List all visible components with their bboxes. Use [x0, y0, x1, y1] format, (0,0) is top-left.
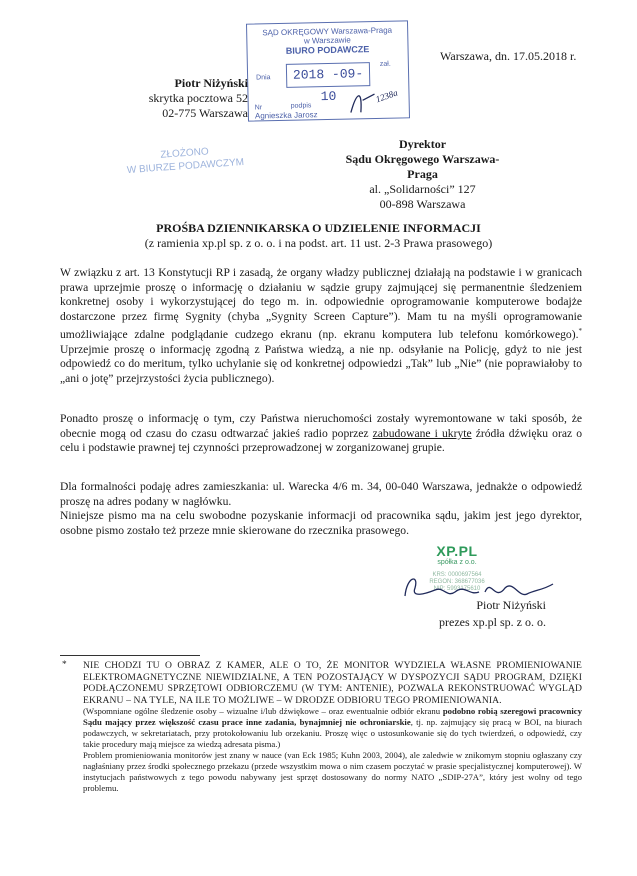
stamp-clerk: Agnieszka Jarosz [254, 110, 318, 121]
signer-name: Piotr Niżyński [476, 598, 546, 612]
body-footnote-mark: * [578, 327, 582, 336]
footnote-p2-text-b: , tj. np. zajmujący się pracą w BOI, na biurach podawczych, w sekretariatach, przy protokołowaniu lub orzekaniu. Proszę więc o ustosunkowanie się do tych twierdzeń, o odpowiedź, czy takie procedury mają miejsce za wiedzą adresata pisma.) [83, 717, 582, 750]
signer-role: prezes xp.pl sp. z o. o. [439, 615, 546, 629]
company-stamp-regon: REGON: 368677036 [429, 579, 485, 585]
sender-block [118, 76, 248, 121]
body-p3-text: Dla formalności podaję adres zamieszkania: ul. Warecka 4/6 m. 34, 00-040 Warszawa, jednakże o odpowiedź proszę na adres podany w nagłówku. [60, 480, 582, 508]
stamp-line-3: BIURO PODAWCZE [285, 44, 370, 56]
letter-date: Warszawa, dn. 17.05.2018 r. [440, 49, 577, 63]
company-stamp-name: XP.PL [436, 543, 478, 559]
stamp-line-2: w Warszawie [303, 35, 351, 46]
received-stamp [124, 143, 246, 177]
stamp-zal-label: zał. [379, 60, 391, 68]
stamp-handwritten-number: 1238a [374, 87, 399, 105]
footnote-separator [60, 655, 200, 656]
recipient-street: al. „Solidarności” 127 [369, 182, 476, 196]
court-registry-stamp [246, 20, 410, 121]
sender-address-line-1: skrytka pocztowa 52 [148, 91, 248, 105]
signer-block [380, 597, 546, 631]
body-paragraph-4 [60, 509, 582, 538]
recipient-institution: Sądu Okręgowego Warszawa-Praga [345, 152, 500, 181]
recipient-block [340, 137, 505, 212]
company-stamp-nip: NIP: 5993175610 [433, 586, 481, 592]
sender-address-line-2: 02-775 Warszawa [162, 106, 248, 120]
recipient-title: Dyrektor [398, 137, 447, 151]
body-p1b-text: Uprzejmie proszę o informację zgodną z Państwa wiedzą, a nie np. odsyłanie na Policję, gdyż to nie jest odpowiedź co do meritum, tylko uchylanie się od konkretnej odpowiedzi „Tak” lub „Nie” (nie poprawiałoby to „ani o jotę” przejrzystości życia publicznego). [60, 342, 582, 386]
body-paragraph-2 [60, 412, 582, 456]
received-stamp-line-2: W BIURZE PODAWCZYM [126, 156, 245, 177]
received-stamp-line-1: ZŁOŻONO [160, 146, 210, 161]
body-p4-text: Niniejsze pismo ma na celu swobodne pozyskanie informacji od pracownika sądu, jakim jest jego dyrektor, osobne pismo zostało też przeze mnie skierowane do rzecznika prasowego. [60, 509, 582, 537]
letter-title-sub: (z ramienia xp.pl sp. z o. o. i na podst. art. 11 ust. 2-3 Prawa prasowego) [144, 236, 493, 250]
footnote-p2-text-a: (Wspomniane ogólne śledzenie osoby – wizualne i/lub dźwiękowe – oraz ewentualnie odbiór ekranu [83, 706, 443, 717]
stamp-line-1: SĄD OKRĘGOWY Warszawa-Praga [262, 25, 393, 38]
stamp-date-label: Dnia [256, 74, 271, 82]
body-p2-text-b: źródła dźwięku oraz o celu i podstawie prawnej tej czynności przeprowadzonej w zorganizowanej grupie. [60, 426, 582, 455]
stamp-podpis-label: podpis [290, 102, 312, 110]
stamp-nr-label: Nr [254, 104, 263, 112]
company-stamp-krs: KRS: 0000697564 [432, 572, 482, 578]
body-p2-text-a: Ponadto proszę o informację o tym, czy Państwa nieruchomości zostały wyremontowane w taki sposób, że obecnie mogą od czasu do czasu odtwarzać jakieś radio poprzez [60, 412, 582, 440]
sender-name: Piotr Niżyński [174, 76, 248, 90]
footnote [62, 660, 582, 794]
letter-title [60, 221, 577, 251]
body-paragraph-1 [60, 266, 582, 387]
stamp-initials-scribble [344, 81, 415, 122]
body-p2-underlined: zabudowane i ukryte [372, 426, 472, 440]
body-paragraph-3 [60, 480, 582, 509]
company-stamp-sub: spółka z o.o. [437, 559, 477, 566]
footnote-p3-text: Problem promieniowania monitorów jest znany w nauce (van Eck 1985; Kuhn 2003, 2004), ale zaledwie w znikomym stopniu ogłaszany czy nagłaśniany przez środki społecznego przekazu (przede wszystkim mowa o nim czasem poczytać w prasie specjalistycznej komputerowej). W instytucjach państwowych z tego powodu nabywany jest sprzęt dostosowany do normy NATO „SDIP-27A”, który jest wolny od tego problemu. [83, 750, 582, 794]
recipient-city: 00-898 Warszawa [379, 197, 466, 211]
footnote-caps-text: NIE CHODZI TU O OBRAZ Z KAMER, ALE O TO, ŻE MONITOR WYDZIELA WŁASNE PROMIENIOWANIE ELEKTROMAGNETYCZNE NIEWIDZIALNE, A TEN POZOSTAJĄCY W DYSPOZYCJI SĄDU PROGRAM, DZIĘKI PODŁĄCZONEMU SPRZĘTOWI ODBIORCZEMU (W TYM: ANTENIE), POZWALA REKONSTRUOWAĆ WYGLĄD EKRANU – NA TYLE, NA ILE TO MOŻLIWE – W DRODZE ODBIORU TEGO PROMIENIOWANIA. [83, 660, 582, 706]
letter-title-main: PROŚBA DZIENNIKARSKA O UDZIELENIE INFORMACJI [156, 221, 481, 235]
body-p1-text: W związku z art. 13 Konstytucji RP i zasadą, że organy władzy publicznej działają na podstawie i w granicach prawa uprzejmie proszę o informację o działaniu w sądzie grupy zajmującej się permanentnie śledzeniem konkretnej osoby i wykorzystującej do tego m. in. odpowiednie oprogramowanie komputerowe bodajże dostarczone przez firmę Sygnity (chyba „Sygnity Screen Capture”). Mam tu na myśli oprogramowanie umożliwiające zdalne podglądanie cudzego ekranu (np. ekranu komputera lub telefonu komórkowego). [60, 266, 582, 342]
stamp-date: 2018 -09- 10 [286, 62, 370, 88]
footnote-mark: * [62, 660, 67, 670]
footnote-p2-bold: podobno robią szeregowi pracownicy Sądu mający przez większość czasu prace inne zadania, bynajmniej nie ochroniarskie [83, 706, 582, 728]
